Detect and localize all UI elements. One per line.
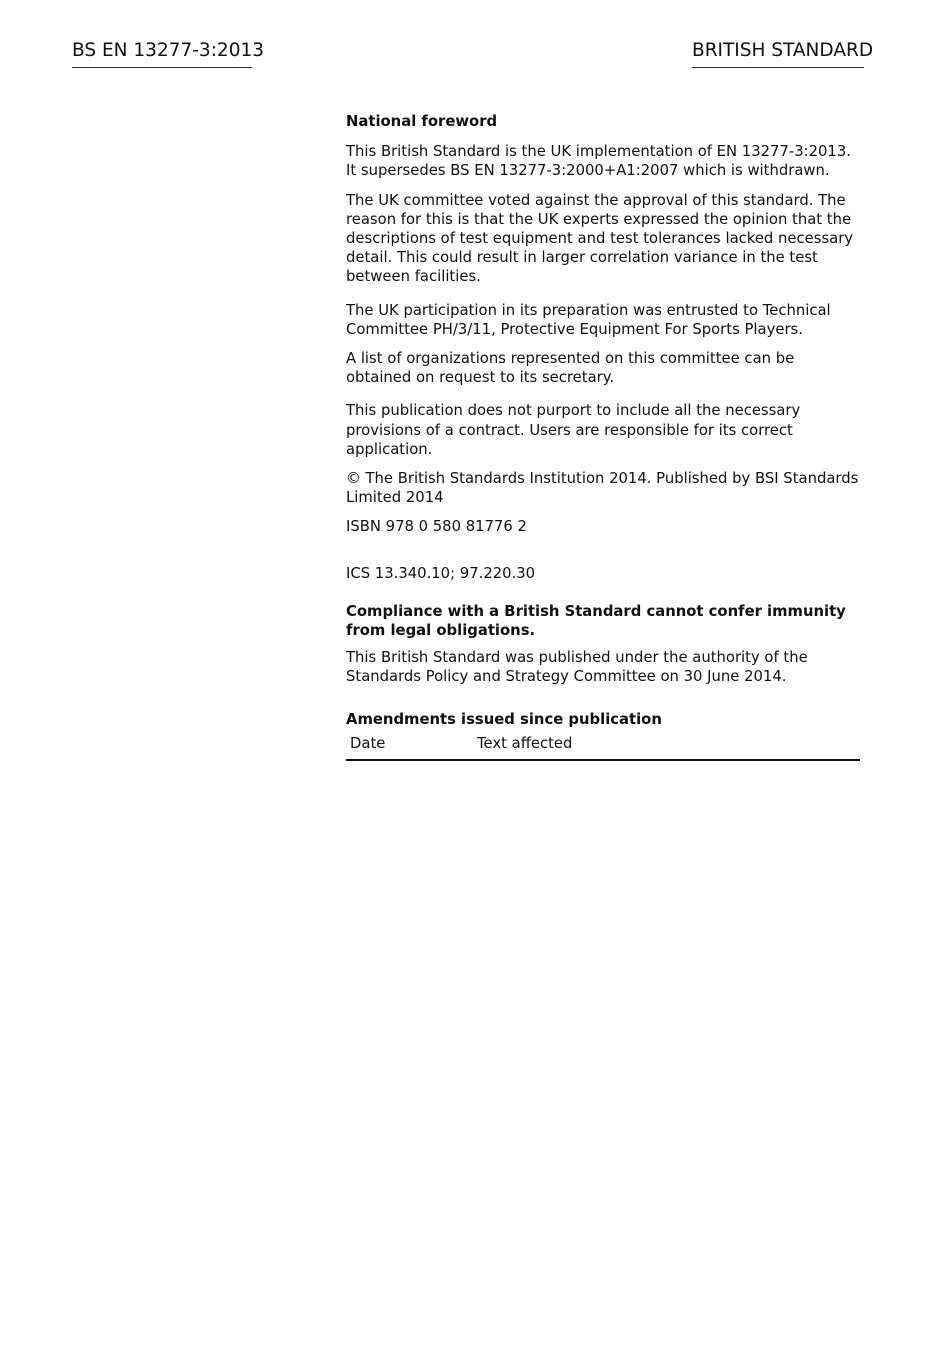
amendments-table [346,734,860,761]
isbn-number: ISBN 978 0 580 81776 2 [346,518,527,536]
foreword-paragraph-contract: This publication does not purport to include all the necessary provisions of a contract. Users are responsible for its correct application. [346,402,801,458]
copyright-notice: © The British Standards Institution 2014. Published by BSI Standards Limited 2014 [346,470,859,507]
authority-statement: This British Standard was published under the authority of the Standards Policy and Strategy Committee on 30 June 2014. [346,649,808,686]
foreword-paragraph-implementation: This British Standard is the UK implementation of EN 13277-3:2013. It supersedes BS EN 13277-3:2000+A1:2007 which is withdrawn. [346,143,851,180]
foreword-paragraph-committee-vote: The UK committee voted against the approval of this standard. The reason for this is that the UK experts expressed the opinion that the descriptions of test equipment and test tolerances lacked necessary detail. This could result in larger correlation variance in the test between facilities. [346,191,854,286]
foreword-paragraph-organizations: A list of organizations represented on this committee can be obtained on request to its secretary. [346,350,795,387]
amendments-header-row [346,734,860,760]
amendments-heading: Amendments issued since publication [346,710,662,728]
ics-codes: ICS 13.340.10; 97.220.30 [346,564,536,582]
national-foreword-section [346,112,861,761]
foreword-title: National foreword [346,113,498,130]
amendments-column-date: Date [346,734,473,760]
header-document-number: BS EN 13277-3:2013 [72,40,252,68]
amendments-column-text-affected: Text affected [473,734,860,760]
header-document-type: BRITISH STANDARD [692,40,864,68]
compliance-heading: Compliance with a British Standard cannot confer immunity from legal obligations. [346,602,846,640]
foreword-paragraph-participation: The UK participation in its preparation was entrusted to Technical Committee PH/3/11, Protective Equipment For Sports Players. [346,301,831,338]
